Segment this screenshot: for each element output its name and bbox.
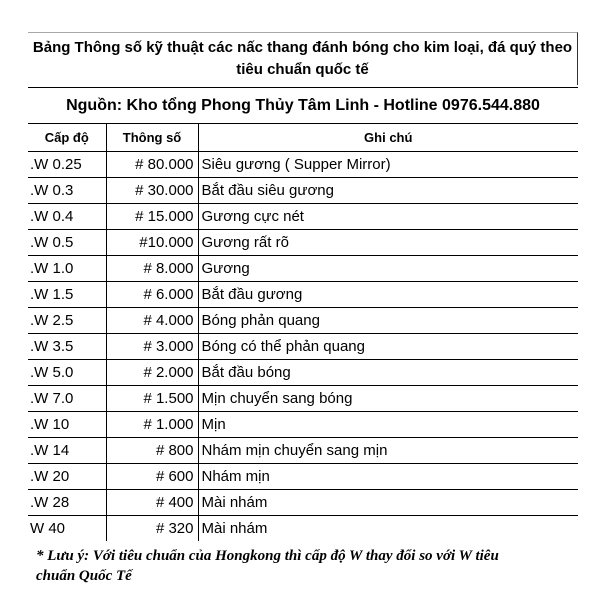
note-cell: Nhám mịn chuyển sang mịn <box>198 438 578 464</box>
level-cell: .W 7.0 <box>28 386 106 412</box>
note-cell: Bắt đầu gương <box>198 282 578 308</box>
table-row <box>28 490 578 516</box>
note-cell: Gương <box>198 256 578 282</box>
note-cell: Siêu gương ( Supper Mirror) <box>198 152 578 178</box>
level-cell: .W 10 <box>28 412 106 438</box>
grit-cell: # 1.500 <box>106 386 198 412</box>
grit-cell: # 30.000 <box>106 178 198 204</box>
note-cell: Mài nhám <box>198 490 578 516</box>
level-cell: .W 14 <box>28 438 106 464</box>
level-cell: .W 28 <box>28 490 106 516</box>
grit-cell: # 600 <box>106 464 198 490</box>
note-cell: Mịn chuyển sang bóng <box>198 386 578 412</box>
table-row <box>28 230 578 256</box>
table-row <box>28 178 578 204</box>
grit-cell: # 4.000 <box>106 308 198 334</box>
column-header-level: Cấp độ <box>28 124 106 152</box>
table-row <box>28 256 578 282</box>
note-cell: Nhám mịn <box>198 464 578 490</box>
level-cell: .W 0.3 <box>28 178 106 204</box>
note-cell: Gương rất rõ <box>198 230 578 256</box>
table-row <box>28 516 578 542</box>
grit-cell: # 6.000 <box>106 282 198 308</box>
level-cell: .W 2.5 <box>28 308 106 334</box>
level-cell: .W 1.5 <box>28 282 106 308</box>
title-line-1: Bảng Thông số kỹ thuật các nấc thang đánh bóng cho kim loại, đá quý theo <box>32 39 573 56</box>
grit-cell: # 1.000 <box>106 412 198 438</box>
grit-cell: #10.000 <box>106 230 198 256</box>
spec-sheet <box>28 32 578 541</box>
level-cell: .W 1.0 <box>28 256 106 282</box>
document-title <box>28 32 578 85</box>
footnote-line-1: * Lưu ý: Với tiêu chuẩn của Hongkong thì cấp độ W thay đổi so với W tiêu <box>36 548 499 564</box>
level-cell: W 40 <box>30 520 66 537</box>
note-cell: Mịn <box>198 412 578 438</box>
grit-cell: # 15.000 <box>106 204 198 230</box>
footnote <box>36 546 556 586</box>
grit-cell: # 320 <box>106 516 198 542</box>
level-cell: .W 5.0 <box>28 360 106 386</box>
note-cell: Mài nhám <box>198 516 578 542</box>
grit-cell: # 3.000 <box>106 334 198 360</box>
level-cell: .W 0.5 <box>28 230 106 256</box>
table-row <box>28 438 578 464</box>
grit-cell: # 80.000 <box>106 152 198 178</box>
footnote-line-2: chuẩn Quốc Tế <box>36 568 132 584</box>
table-row <box>28 152 578 178</box>
grit-cell: # 2.000 <box>106 360 198 386</box>
polishing-grit-table <box>28 124 578 541</box>
note-cell: Gương cực nét <box>198 204 578 230</box>
note-cell: Bóng có thể phản quang <box>198 334 578 360</box>
table-row <box>28 282 578 308</box>
source-line: Nguồn: Kho tổng Phong Thủy Tâm Linh - Hotline 0976.544.880 <box>28 88 578 124</box>
table-row <box>28 412 578 438</box>
table-row <box>28 308 578 334</box>
table-row <box>28 386 578 412</box>
level-cell: .W 20 <box>28 464 106 490</box>
grit-cell: # 800 <box>106 438 198 464</box>
level-cell: .W 3.5 <box>28 334 106 360</box>
title-line-2: tiêu chuẩn quốc tế <box>236 61 369 78</box>
note-cell: Bóng phản quang <box>198 308 578 334</box>
level-cell: .W 0.25 <box>28 152 106 178</box>
level-cell: .W 0.4 <box>28 204 106 230</box>
table-row <box>28 204 578 230</box>
table-row <box>28 334 578 360</box>
column-header-note: Ghi chú <box>198 124 578 152</box>
table-row <box>28 464 578 490</box>
grit-cell: # 400 <box>106 490 198 516</box>
grit-cell: # 8.000 <box>106 256 198 282</box>
note-cell: Bắt đầu siêu gương <box>198 178 578 204</box>
note-cell: Bắt đầu bóng <box>198 360 578 386</box>
table-header-row <box>28 124 578 152</box>
table-row <box>28 360 578 386</box>
column-header-grit: Thông số <box>106 124 198 152</box>
